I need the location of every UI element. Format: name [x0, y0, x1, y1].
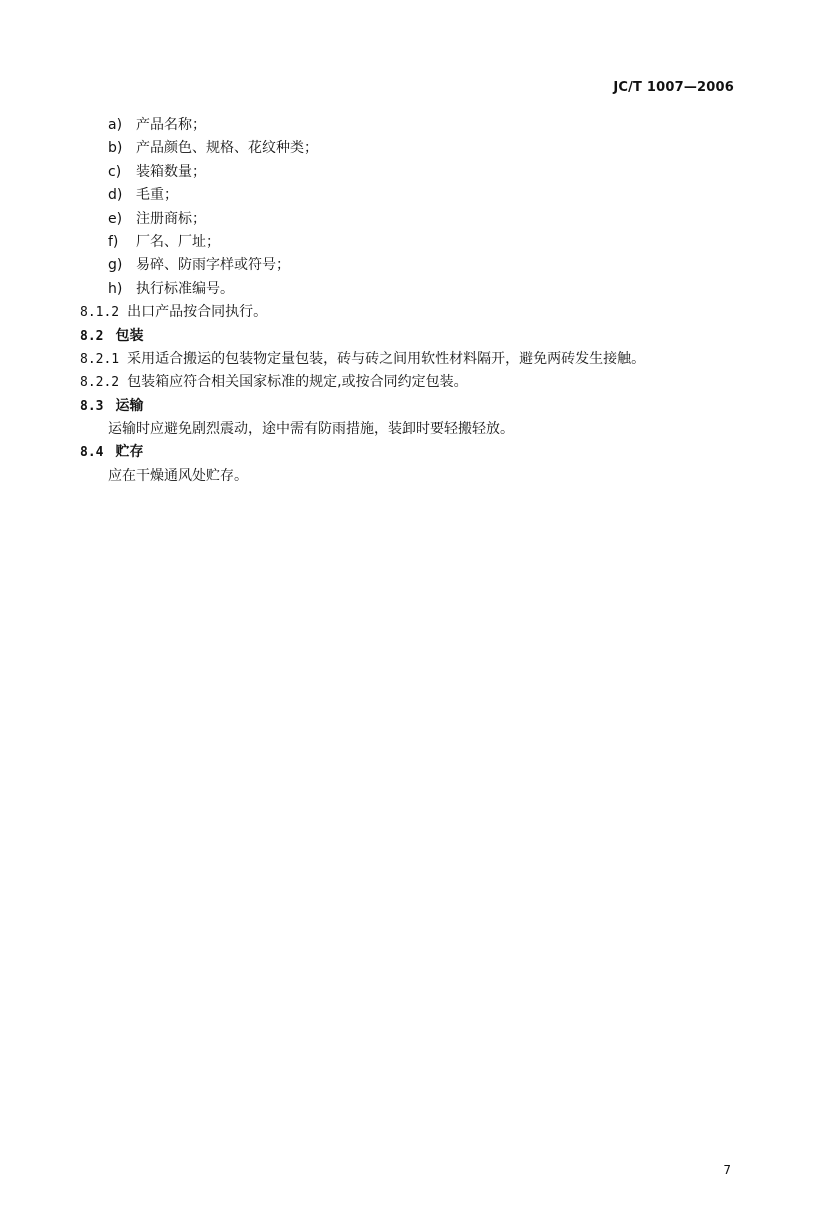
list-item: [80, 231, 760, 254]
page-content: [80, 114, 760, 488]
section-title: 包装: [115, 327, 144, 344]
list-item: [80, 161, 760, 184]
section-number: 8.4: [80, 445, 104, 461]
list-item: [80, 114, 760, 137]
section-heading-8-3: [80, 395, 760, 418]
clause-text: 采用适合搬运的包装物定量包装，砖与砖之间用软性材料隔开，避免两砖发生接触。: [127, 350, 646, 367]
list-item: [80, 208, 760, 231]
list-marker: f): [108, 233, 119, 250]
list-item: [80, 254, 760, 277]
clause-8-1-2: [80, 301, 760, 324]
list-text: 易碎、防雨字样或符号；: [136, 257, 290, 274]
list-marker: d): [108, 187, 123, 204]
list-text: 产品名称；: [136, 117, 206, 133]
list-marker: g): [108, 257, 123, 274]
section-number: 8.2: [80, 328, 104, 344]
list-marker: b): [108, 140, 123, 157]
page-number: 7: [723, 1163, 731, 1177]
list-item: [80, 278, 760, 301]
list-item: [80, 184, 760, 207]
clause-number: 8.2.1: [80, 351, 120, 367]
list-text: 毛重；: [136, 187, 178, 204]
list-text: 执行标准编号。: [136, 280, 234, 297]
list-text: 装箱数量；: [136, 163, 206, 180]
clause-text: 包装箱应符合相关国家标准的规定,或按合同约定包装。: [127, 374, 468, 391]
section-body-8-4: 应在干燥通风处贮存。: [108, 467, 248, 484]
list-text: 注册商标；: [136, 210, 206, 227]
list-item: [80, 137, 760, 160]
section-body-8-3: 运输时应避免剧烈震动，途中需有防雨措施，装卸时要轻搬轻放。: [108, 421, 514, 438]
clause-text: 出口产品按合同执行。: [127, 304, 268, 321]
clause-number: 8.1.2: [80, 305, 120, 321]
list-text: 产品颜色、规格、花纹种类；: [136, 140, 318, 157]
section-heading-8-2: [80, 325, 760, 348]
section-title: 贮存: [115, 444, 144, 461]
list-marker: h): [108, 280, 123, 297]
list-marker: e): [108, 210, 123, 227]
list-marker: a): [108, 117, 123, 133]
standard-code: JC/T 1007—2006: [613, 80, 734, 95]
clause-8-2-2: [80, 371, 760, 394]
section-number: 8.3: [80, 398, 104, 414]
clause-8-2-1: [80, 348, 760, 371]
clause-number: 8.2.2: [80, 375, 120, 391]
list-text: 厂名、厂址；: [136, 233, 220, 250]
list-marker: c): [108, 163, 122, 180]
section-heading-8-4: [80, 441, 760, 464]
section-title: 运输: [115, 397, 144, 414]
